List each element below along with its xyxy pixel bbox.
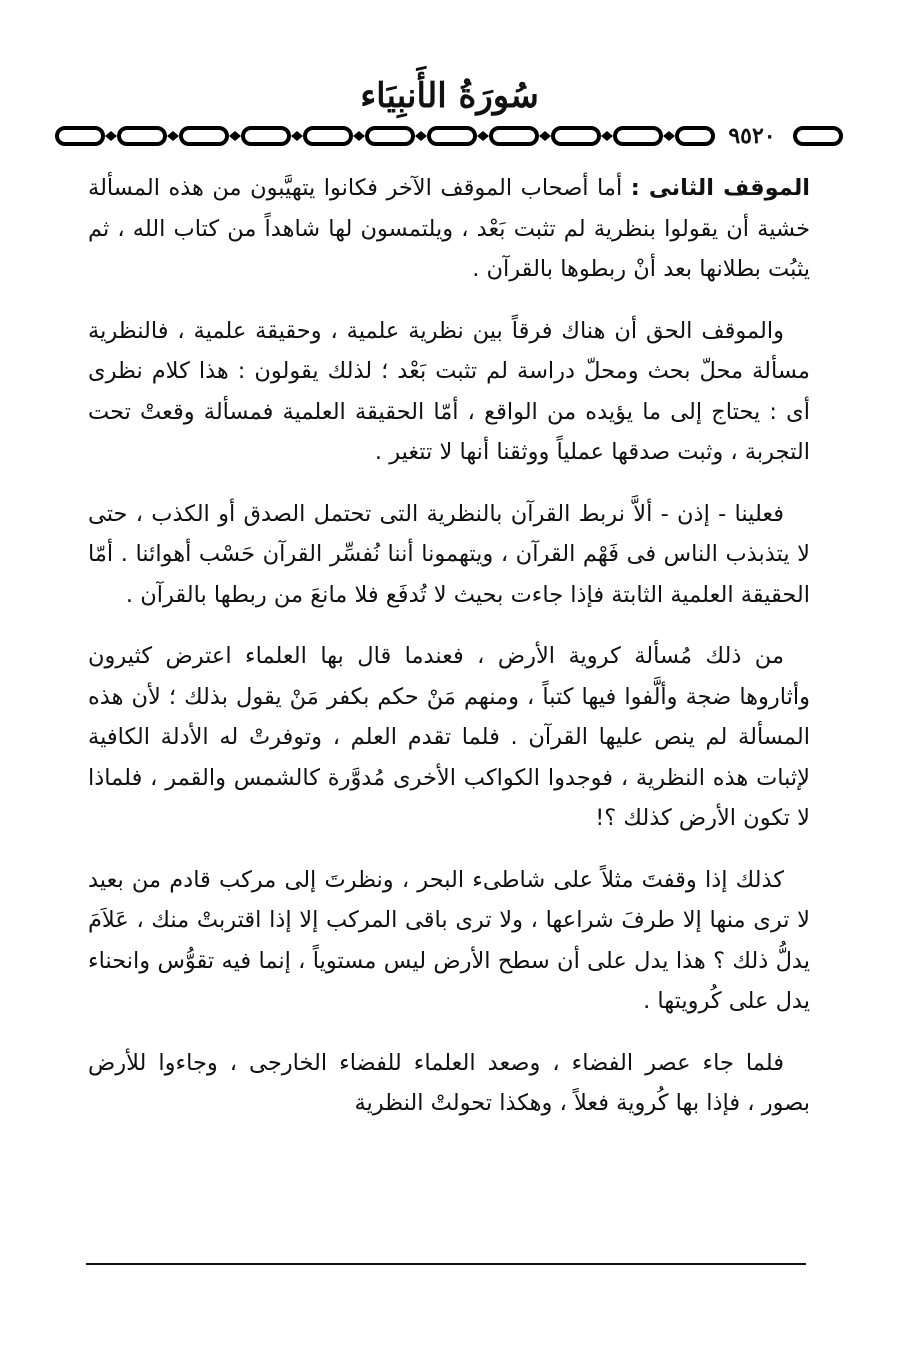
chain-link (367, 128, 427, 144)
body-text (88, 168, 810, 1145)
chain-link (491, 128, 551, 144)
chain-link (615, 128, 675, 144)
chain-link (795, 128, 841, 144)
paragraph-lead: الموقف الثانى : (630, 175, 810, 201)
chain-link (677, 128, 713, 144)
chain-link (553, 128, 613, 144)
footer-rule (86, 1263, 806, 1265)
chain-link (243, 128, 303, 144)
paragraph (88, 168, 810, 290)
chain-link (119, 128, 179, 144)
paragraph: فلما جاء عصر الفضاء ، وصعد العلماء للفضاء الخارجى ، وجاءوا للأرض بصور ، فإذا بها كُروية فعلاً ، وهكذا تحولتْ النظرية (88, 1049, 810, 1116)
chain-link (305, 128, 365, 144)
chain-link (57, 128, 117, 144)
paragraph: كذلك إذا وقفتَ مثلاً على شاطىء البحر ، ونظرتَ إلى مركب قادم من بعيد لا ترى منها إلا طرفَ شراعها ، ولا ترى باقى المركب إلا إذا اقتربتْ منك ، عَلاَمَ يدلُّ ذلك ؟ هذا يدل على أن سطح الأرض ليس مستوياً ، إنما فيه تقوُّس وانحناء يدل على كُرويتها . (88, 866, 810, 1014)
paragraph: والموقف الحق أن هناك فرقاً بين نظرية علمية ، وحقيقة علمية ، فالنظرية مسألة محلّ بحث ومحلّ دراسة لم تثبت بَعْد ؛ لذلك يقولون : هذا كلام نظرى أى : يحتاج إلى ما يؤيده من الواقع ، أمّا الحقيقة العلمية فمسألة وقعتْ تحت التجربة ، وثبت صدقها عملياً ووثقنا أنها لا تتغير . (88, 317, 810, 465)
paragraph: فعلينا - إذن - ألاَّ نربط القرآن بالنظرية التى تحتمل الصدق أو الكذب ، حتى لا يتذبذب الناس فى فَهْم القرآن ، ويتهمونا أننا نُفسِّر القرآن حَسْب أهوائنا . أمّا الحقيقة العلمية الثابتة فإذا جاءت بحيث لا تُدفَع فلا مانعَ من ربطها بالقرآن . (88, 500, 810, 608)
header-ornamental-rule (55, 122, 845, 150)
paragraph-text: أما أصحاب الموقف الآخر فكانوا يتهيَّبون من هذه المسألة خشية أن يقولوا بنظرية لم تثبت بَعْد ، ويلتمسون لها شاهداً من كتاب الله ، ثم يثبُت بطلانها بعد أنْ ربطوها بالقرآن . (88, 175, 810, 282)
chain-link (181, 128, 241, 144)
chain-link (429, 128, 489, 144)
paragraph: من ذلك مُسألة كروية الأرض ، فعندما قال بها العلماء اعترض كثيرون وأثاروها ضجة وألَّفوا فيها كتباً ، ومنهم مَنْ حكم بكفر مَنْ يقول بذلك ؛ لأن هذه المسألة لم ينص عليها القرآن . فلما تقدم العلم ، وتوفرتْ له الأدلة الكافية لإثبات هذه النظرية ، فوجدوا الكواكب الأخرى مُدوَّرة كالشمس والقمر ، فلماذا لا تكون الأرض كذلك ؟! (88, 643, 810, 831)
surah-title: سُورَةُ الأَنبِيَاء (360, 76, 539, 116)
page-number: ٩٥٢٠ (715, 122, 789, 150)
